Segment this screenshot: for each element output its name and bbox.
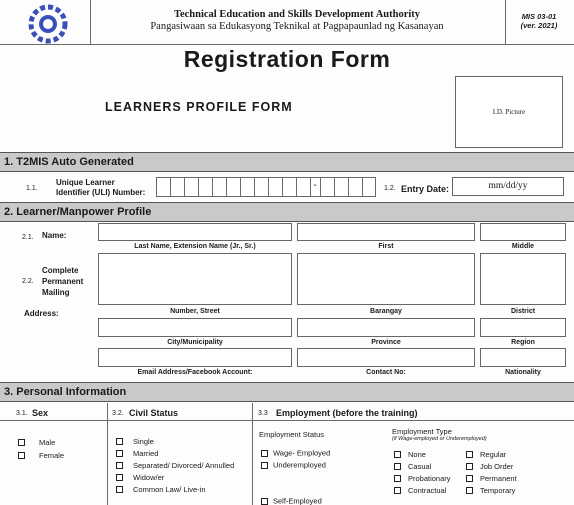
- emp-type-contractual[interactable]: Contractual: [394, 485, 446, 495]
- barangay-field[interactable]: [297, 253, 475, 305]
- id-picture-label: I.D. Picture: [492, 108, 526, 116]
- agency-name: Technical Education and Skills Development Authority: [173, 9, 421, 20]
- uli-label-line2: Identifier (ULI) Number:: [56, 188, 146, 197]
- uli-dash: -: [313, 180, 317, 191]
- civil-status-index: 3.2.: [112, 410, 124, 417]
- form-subtitle: LEARNERS PROFILE FORM: [105, 100, 293, 114]
- section-3-header: 3. Personal Information: [0, 382, 574, 402]
- probationary-checkbox[interactable]: [394, 475, 401, 482]
- emp-status-self[interactable]: Self-Employed: [261, 496, 322, 505]
- uli-input-boxes[interactable]: [156, 177, 376, 197]
- region-caption: Region: [511, 339, 535, 346]
- section-2-header: 2. Learner/Manpower Profile: [0, 202, 574, 222]
- contact-caption: Contact No:: [366, 369, 406, 376]
- temporary-checkbox[interactable]: [466, 487, 473, 494]
- employment-index: 3.3: [258, 410, 268, 417]
- middle-name-caption: Middle: [511, 243, 535, 250]
- civil-option-separated[interactable]: Separated/ Divorced/ Annulled: [116, 460, 234, 470]
- entry-date-index: 1.2.: [384, 185, 396, 192]
- civil-status-label: Civil Status: [129, 408, 179, 418]
- job-order-checkbox[interactable]: [466, 463, 473, 470]
- entry-date-field[interactable]: [452, 177, 564, 196]
- sex-label: Sex: [32, 408, 49, 418]
- single-checkbox[interactable]: [116, 438, 123, 445]
- civil-option-single[interactable]: Single: [116, 436, 154, 446]
- emp-type-permanent[interactable]: Permanent: [466, 473, 517, 483]
- tesda-logo: [26, 4, 70, 44]
- civil-option-common-law[interactable]: Common Law/ Live-in: [116, 484, 206, 494]
- form-code: MIS 03-01: [521, 12, 557, 21]
- last-name-caption: Last Name, Extension Name (Jr., Sr.): [134, 243, 256, 250]
- employment-status-label: Employment Status: [259, 430, 325, 439]
- widow-checkbox[interactable]: [116, 474, 123, 481]
- contact-field[interactable]: [297, 348, 475, 367]
- regular-checkbox[interactable]: [466, 451, 473, 458]
- barangay-caption: Barangay: [370, 308, 402, 315]
- separated-checkbox[interactable]: [116, 462, 123, 469]
- address-label-3: Mailing: [42, 288, 70, 297]
- emp-type-probationary[interactable]: Probationary: [394, 473, 451, 483]
- male-checkbox[interactable]: [18, 439, 25, 446]
- sex-index: 3.1.: [16, 410, 28, 417]
- entry-date-value: mm/dd/yy: [488, 181, 528, 191]
- emp-type-regular[interactable]: Regular: [466, 449, 506, 459]
- address-label-4: Address:: [24, 309, 59, 318]
- province-caption: Province: [371, 339, 401, 346]
- permanent-checkbox[interactable]: [466, 475, 473, 482]
- married-checkbox[interactable]: [116, 450, 123, 457]
- district-caption: District: [510, 308, 536, 315]
- middle-name-field[interactable]: [480, 223, 566, 241]
- sex-option-female[interactable]: Female: [18, 450, 64, 460]
- city-field[interactable]: [98, 318, 292, 337]
- employment-label: Employment (before the training): [276, 408, 418, 418]
- employment-type-label: Employment Type: [392, 427, 452, 436]
- female-checkbox[interactable]: [18, 452, 25, 459]
- sex-option-male[interactable]: Male: [18, 437, 55, 447]
- first-name-caption: First: [378, 243, 394, 250]
- entry-date-label: Entry Date:: [401, 184, 450, 194]
- uli-label-line1: Unique Learner: [56, 178, 115, 187]
- emp-type-none[interactable]: None: [394, 449, 426, 459]
- nationality-field[interactable]: [480, 348, 566, 367]
- contractual-checkbox[interactable]: [394, 487, 401, 494]
- nationality-caption: Nationality: [505, 369, 541, 376]
- underemployed-checkbox[interactable]: [261, 462, 268, 469]
- emp-status-wage[interactable]: Wage- Employed: [261, 448, 330, 458]
- civil-option-married[interactable]: Married: [116, 448, 158, 458]
- civil-option-widow[interactable]: Widow/er: [116, 472, 164, 482]
- emp-type-temporary[interactable]: Temporary: [466, 485, 515, 495]
- form-title: Registration Form: [183, 46, 391, 72]
- email-field[interactable]: [98, 348, 292, 367]
- section-1-header: 1. T2MIS Auto Generated: [0, 152, 574, 172]
- none-checkbox[interactable]: [394, 451, 401, 458]
- employment-type-note: (if Wage-employed or Underemployed): [392, 436, 487, 442]
- address-index: 2.2.: [22, 278, 34, 285]
- uli-number-index: 1.1.: [26, 185, 38, 192]
- casual-checkbox[interactable]: [394, 463, 401, 470]
- street-caption: Number, Street: [170, 308, 220, 315]
- region-field[interactable]: [480, 318, 566, 337]
- street-field[interactable]: [98, 253, 292, 305]
- name-index: 2.1.: [22, 234, 34, 241]
- id-picture-box[interactable]: [455, 76, 563, 148]
- emp-type-job-order[interactable]: Job Order: [466, 461, 513, 471]
- district-field[interactable]: [480, 253, 566, 305]
- last-name-field[interactable]: [98, 223, 292, 241]
- emp-type-casual[interactable]: Casual: [394, 461, 431, 471]
- city-caption: City/Municipality: [167, 339, 223, 346]
- common-law-checkbox[interactable]: [116, 486, 123, 493]
- email-caption: Email Address/Facebook Account:: [137, 369, 253, 376]
- agency-name-tagalog: Pangasiwaan sa Edukasyong Teknikal at Pagpapaunlad ng Kasanayan: [150, 21, 444, 32]
- name-label: Name:: [42, 231, 67, 240]
- form-version: (ver. 2021): [520, 21, 558, 30]
- emp-status-under[interactable]: Underemployed: [261, 460, 326, 470]
- wage-employed-checkbox[interactable]: [261, 450, 268, 457]
- address-label-2: Permanent: [42, 277, 84, 286]
- address-label-1: Complete: [42, 266, 79, 275]
- first-name-field[interactable]: [297, 223, 475, 241]
- self-employed-checkbox[interactable]: [261, 498, 268, 505]
- province-field[interactable]: [297, 318, 475, 337]
